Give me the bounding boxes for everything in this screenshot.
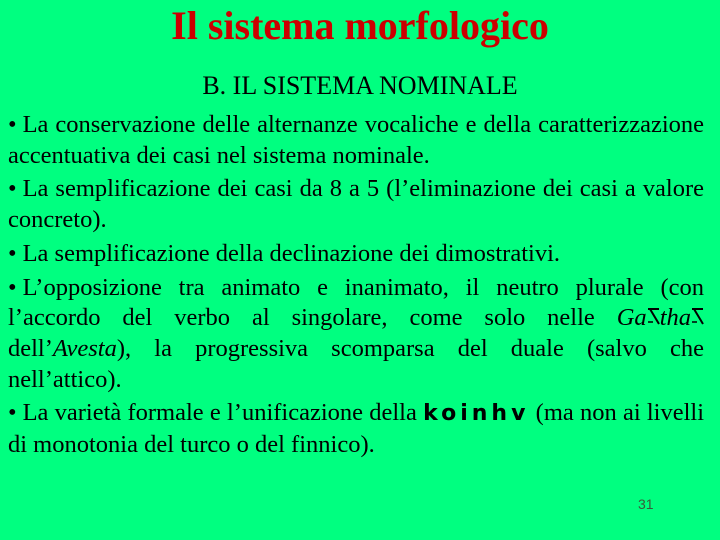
list-item: [8, 398, 704, 460]
bullet-icon: •: [8, 239, 17, 267]
list-item: [8, 239, 704, 270]
list-item: [8, 110, 704, 171]
list-item-text: La semplificazione dei casi da 8 a 5 (l’eliminazione dei casi a valore concreto).: [8, 175, 704, 234]
list-item: [8, 174, 704, 235]
page-number: 31: [638, 496, 654, 512]
macron-glyph-icon: [647, 306, 660, 326]
slide-subtitle: B. IL SISTEMA NOMINALE: [202, 71, 518, 100]
bullet-icon: •: [8, 175, 17, 203]
list-item-text: La semplificazione della declinazione dei dimostrativi.: [22, 239, 561, 267]
koine-word: koinhv: [423, 401, 530, 427]
gatha-word-part-1: Ga: [616, 304, 647, 332]
list-item-text: L’opposizione tra animato e inanimato, il neutro plurale (con l’accordo del verbo al singolare, come solo nelle: [8, 273, 704, 332]
bullet-icon: •: [8, 273, 17, 301]
list-item-text: La varietà formale e l’unificazione della: [22, 399, 424, 427]
list-item-text: La conservazione delle alternanze vocaliche e della caratterizzazione accentuativa dei casi nel sistema nominale.: [8, 111, 704, 169]
macron-glyph-icon: [691, 306, 704, 326]
bullet-icon: •: [8, 399, 17, 427]
list-item-text-middle: dell’: [8, 334, 53, 362]
slide-title: Il sistema morfologico: [171, 3, 549, 48]
avesta-word: Avesta: [52, 334, 117, 362]
list-item-text-end: (ma non ai livelli di monotonia del turco o del finnico).: [8, 399, 704, 459]
list-item-text-end: ), la progressiva scomparsa del duale (salvo che nell’attico).: [8, 334, 704, 393]
list-item: [8, 273, 704, 396]
gatha-word-part-2: tha: [659, 304, 691, 332]
bullet-list: [8, 110, 704, 461]
bullet-icon: •: [8, 111, 17, 138]
